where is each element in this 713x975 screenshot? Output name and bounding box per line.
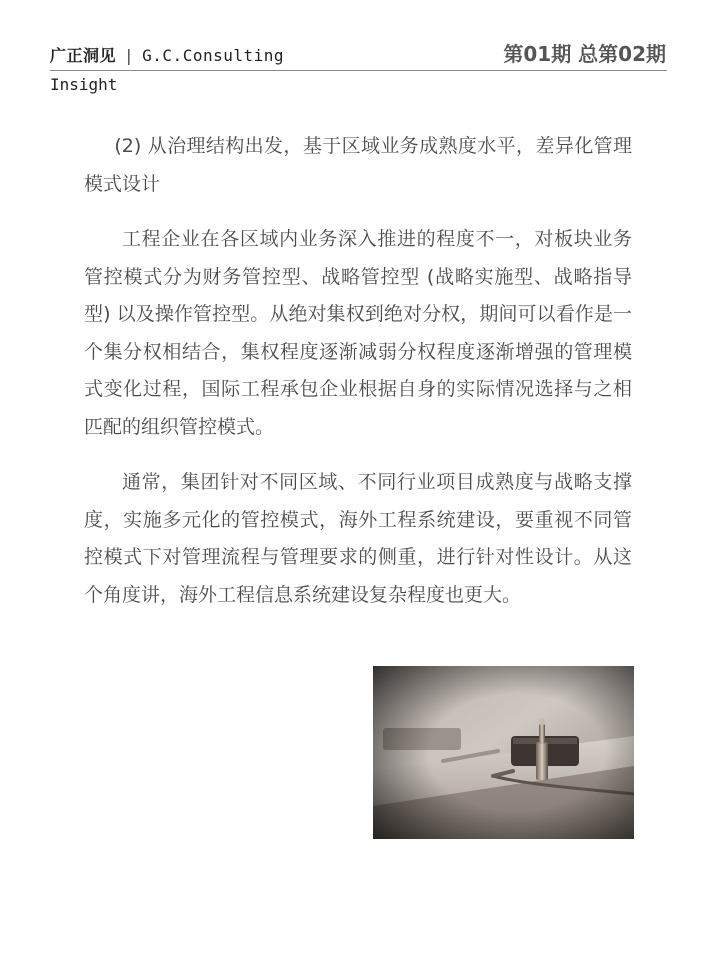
audio-jack-photo (373, 666, 634, 839)
body-paragraph: 通常，集团针对不同区域、不同行业项目成熟度与战略支撑度，实施多元化的管控模式，海外工程系统建设，要重视不同管控模式下对管理流程与管理要求的侧重，进行针对性设计。从这个角度讲，海外工程信息系统建设复杂程度也更大。 (84, 471, 632, 606)
brand-name-en-line2: Insight (50, 75, 118, 94)
brand-separator: | (124, 46, 135, 65)
brand-name-cn: 广正洞见 (50, 46, 117, 65)
header-divider (50, 70, 667, 71)
brand (50, 43, 284, 66)
section-heading-paragraph: (2) 从治理结构出发，基于区域业务成熟度水平，差异化管理模式设计 (84, 135, 632, 195)
brand-name-en: G.C.Consulting (142, 46, 285, 65)
photo-illustration (373, 666, 634, 839)
page-header (50, 38, 666, 74)
article-body (84, 128, 632, 632)
body-paragraph: 工程企业在各区域内业务深入推进的程度不一，对板块业务管控模式分为财务管控型、战略管控型 (战略实施型、战略指导型) 以及操作管控型。从绝对集权到绝对分权，期间可以看作是一个集分权相结合，集权程度逐渐减弱分权程度逐渐增强的管理模式变化过程，国际工程承包企业根据自身的实际情况选择与之相匹配的组织管控模式。 (84, 228, 632, 438)
issue-number: 第01期 总第02期 (503, 42, 666, 66)
